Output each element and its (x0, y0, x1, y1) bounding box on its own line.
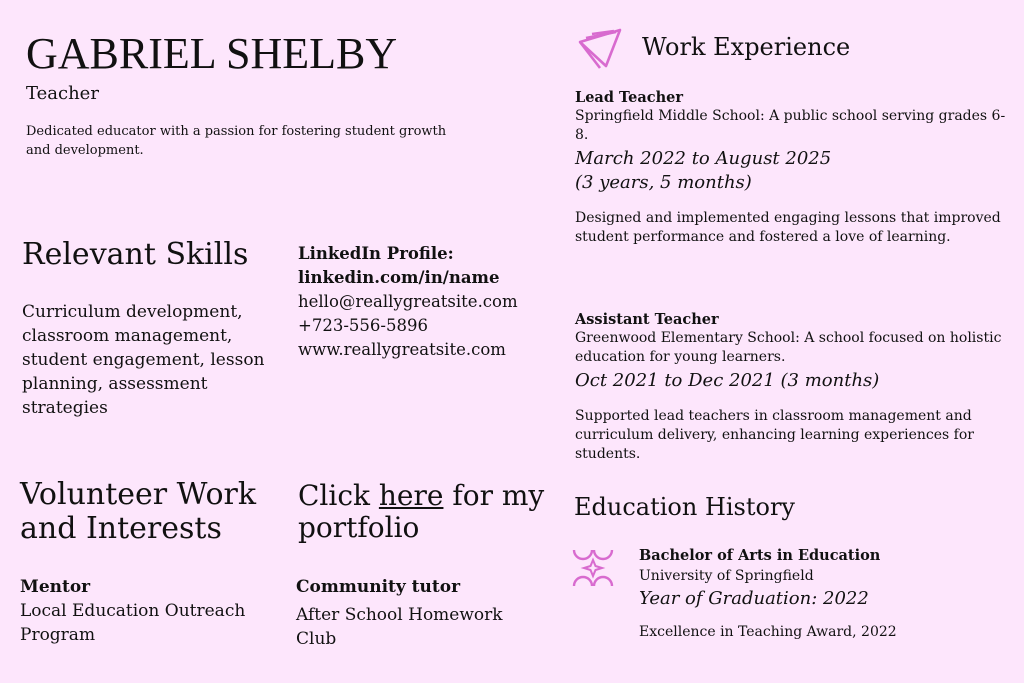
degree-title: Bachelor of Arts in Education (639, 547, 881, 564)
school-name: University of Springfield (639, 568, 814, 584)
website-text[interactable]: www.reallygreatsite.com (298, 340, 506, 359)
volunteer-item (20, 575, 270, 647)
job-description: Supported lead teachers in classroom management and curriculum delivery, enhancing learning experiences for students. (575, 408, 974, 462)
work-heading: Work Experience (642, 33, 851, 61)
volunteer-org: After School Homework Club (296, 605, 503, 649)
volunteer-role: Mentor (20, 577, 91, 597)
portfolio-prefix: Click (298, 479, 379, 512)
job-employer: Springfield Middle School: A public school serving grades 6-8. (575, 108, 1006, 143)
phone-text: +723-556-5896 (298, 316, 428, 335)
job-entry (575, 310, 1015, 464)
portfolio-callout (298, 480, 548, 544)
candidate-name: GABRIEL SHELBY (26, 29, 398, 78)
candidate-role: Teacher (26, 83, 99, 104)
volunteer-heading: Volunteer Work and Interests (20, 477, 257, 546)
graduation-year: Year of Graduation: 2022 (639, 588, 869, 609)
job-dates: March 2022 to August 2025 (3 years, 5 months) (575, 148, 832, 193)
job-description: Designed and implemented engaging lessons that improved student performance and fostered a love of learning. (575, 210, 1001, 245)
volunteer-item (296, 575, 546, 651)
volunteer-role: Community tutor (296, 577, 461, 597)
skills-heading: Relevant Skills (22, 237, 249, 272)
award-text: Excellence in Teaching Award, 2022 (639, 624, 897, 640)
job-title: Assistant Teacher (575, 311, 719, 328)
email-text[interactable]: hello@reallygreatsite.com (298, 292, 518, 311)
arcs-sparkle-icon (570, 546, 616, 590)
contact-block (298, 242, 558, 362)
portfolio-link[interactable]: here (378, 479, 444, 512)
job-dates: Oct 2021 to Dec 2021 (3 months) (575, 370, 880, 391)
job-title: Lead Teacher (575, 89, 683, 106)
portfolio-suffix: for my portfolio (298, 479, 545, 544)
linkedin-label: LinkedIn Profile: (298, 244, 454, 263)
education-heading: Education History (574, 493, 795, 521)
volunteer-org: Local Education Outreach Program (20, 601, 246, 645)
job-entry (575, 88, 1015, 247)
summary-text: Dedicated educator with a passion for fostering student growth and development. (26, 124, 447, 158)
education-entry (639, 546, 1009, 642)
skills-list: Curriculum development, classroom management, student engagement, lesson planning, assessment strategies (22, 302, 265, 418)
stacked-triangles-icon (576, 26, 624, 72)
linkedin-url[interactable]: linkedin.com/in/name (298, 268, 500, 287)
job-employer: Greenwood Elementary School: A school focused on holistic education for young learners. (575, 330, 1002, 365)
